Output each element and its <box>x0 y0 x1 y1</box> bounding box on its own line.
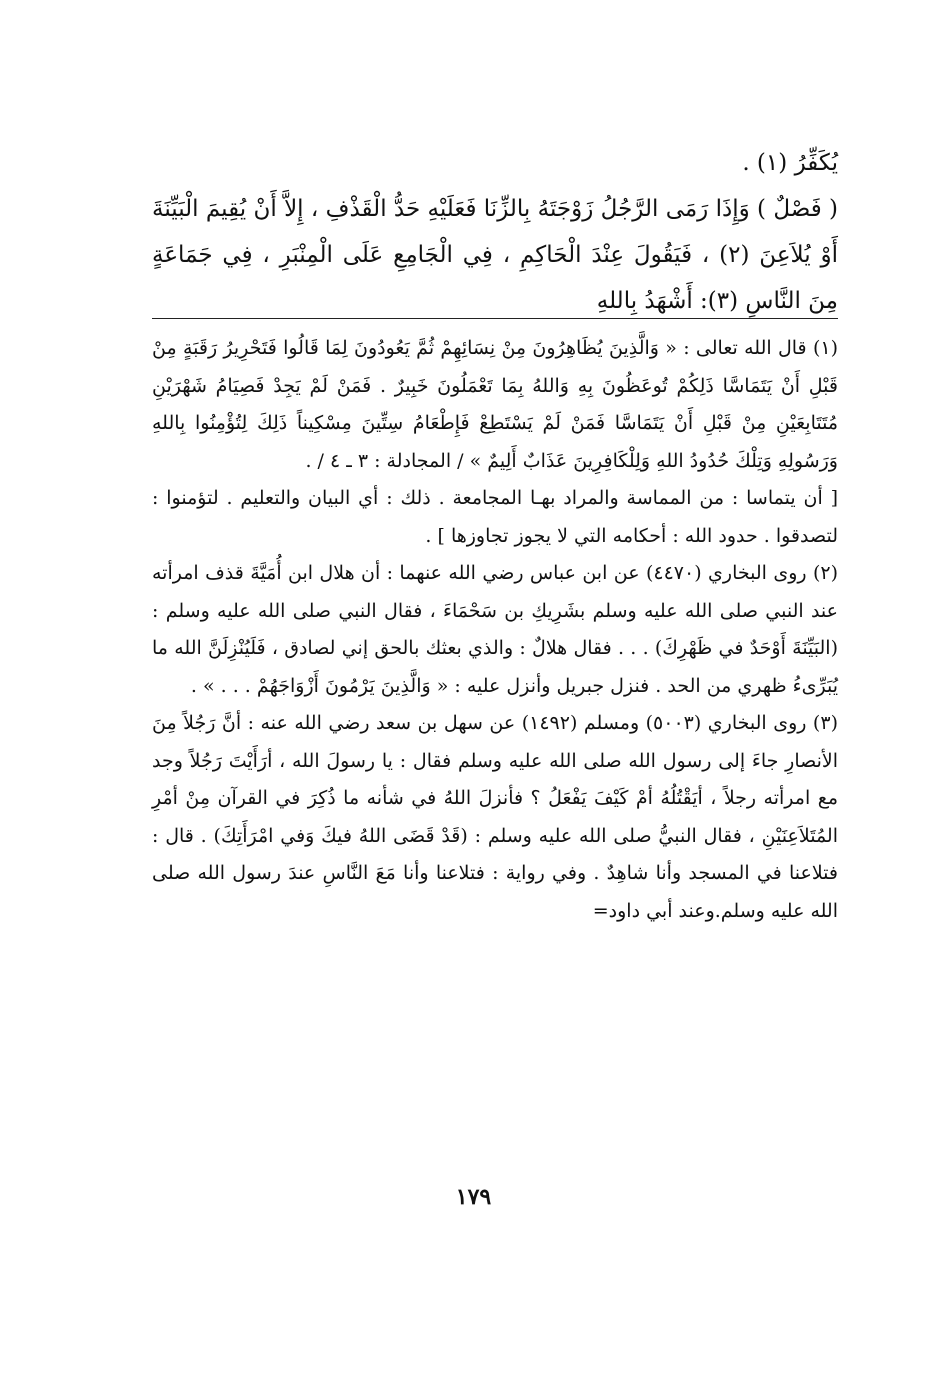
continuation-line: يُكَفِّرُ (١) . <box>742 150 838 176</box>
page-number: ١٧٩ <box>455 1184 492 1210</box>
footnote-separator <box>152 318 838 319</box>
footnote-2: (٢) روى البخاري (٤٤٧٠) عن ابن عباس رضي الله عنهما : أن هلال ابن أُمَيَّةَ قذف امرأته عند النبي صلى الله عليه وسلم بشَرِيكِ بن سَحْمَاءَ ، فقال النبي صلى الله عليه وسلم : (البَيِّنَةَ أَوْحَدٌ في ظَهْرِكَ) . . . فقال هلالٌ : والذي بعثك بالحق إني لصادق ، فَلَيُنْزِلَنَّ الله ما يُبَرِّىءُ ظهري من الحد . فنزل جبريل وأنزل عليه : « وَالَّذِينَ يَرْمُونَ أَزْوَاجَهُمْ . . . » . <box>152 562 838 697</box>
main-text <box>152 140 838 324</box>
footnote-1: (١) قال الله تعالى : « وَالَّذِينَ يُظَاهِرُونَ مِنْ نِسَائِهِمْ ثُمَّ يَعُودُونَ لِمَا قَالُوا فَتَحْرِيرُ رَقَبَةٍ مِنْ قَبْلِ أَنْ يَتَمَاسَّا ذَلِكُمْ تُوعَظُونَ بِهِ وَاللهُ بِمَا تَعْمَلُونَ خَبِيرٌ . فَمَنْ لَمْ يَجِدْ فَصِيَامُ شَهْرَيْنِ مُتَتَابِعَيْنِ مِنْ قَبْلِ أَنْ يَتَمَاسَّا فَمَنْ لَمْ يَسْتَطِعْ فَإِطْعَامُ سِتِّينَ مِسْكِيناً ذَلِكَ لِتُؤْمِنُوا بِاللهِ وَرَسُولِهِ وَتِلْكَ حُدُودُ اللهِ وَلِلْكَافِرِينَ عَذَابٌ أَلِيمٌ » / المجادلة : ٣ ـ ٤ / . <box>152 337 838 472</box>
footnote-3: (٣) روى البخاري (٥٠٠٣) ومسلم (١٤٩٢) عن سهل بن سعد رضي الله عنه : أنَّ رَجُلاً مِنَ الأنصارِ جاءَ إلى رسول الله صلى الله عليه وسلم فقال : يا رسولَ الله ، أرَأَيْتَ رَجُلاً وجد مع امرأته رجلاً ، أيَقْتُلُهُ أمْ كَيْفَ يَفْعَلُ ؟ فأنزلَ اللهُ في شأنه ما ذُكِرَ في القرآن مِنْ أمْرِ المُتَلاَعِنَيْنِ ، فقال النبيُّ صلى الله عليه وسلم : (قَدْ قَضَى اللهُ فيكَ وَفي امْرَأَتِكَ) . قال : فتلاعنا في المسجد وأنا شاهِدٌ . وفي رواية : فتلاعنا وأنا مَعَ النَّاسِ عندَ رسول الله صلى الله عليه وسلم.وعند أبي داود= <box>152 712 839 922</box>
footnotes <box>152 330 838 930</box>
main-paragraph: ( فَصْلٌ ) وَإِذَا رَمَى الرَّجُلُ زَوْجَتَهُ بِالزِّنَا فَعَلَيْهِ حَدُّ الْقَذْفِ ، إِلاَّ أَنْ يُقِيمَ الْبَيِّنَةَ أَوْ يُلاَعِنَ (٢) ، فَيَقُولَ عِنْدَ الْحَاكِمِ ، فِي الْجَامِعِ عَلَى الْمِنْبَرِ ، فِي جَمَاعَةٍ مِنَ النَّاسِ (٣): أَشْهَدُ بِاللهِ <box>152 196 838 314</box>
footnote-1-gloss: [ أن يتماسا : من المماسة والمراد بهـا المجامعة . ذلك : أي البيان والتعليم . لتؤمنوا : لتصدقوا . حدود الله : أحكامه التي لا يجوز تجاوزها ] . <box>152 487 838 547</box>
